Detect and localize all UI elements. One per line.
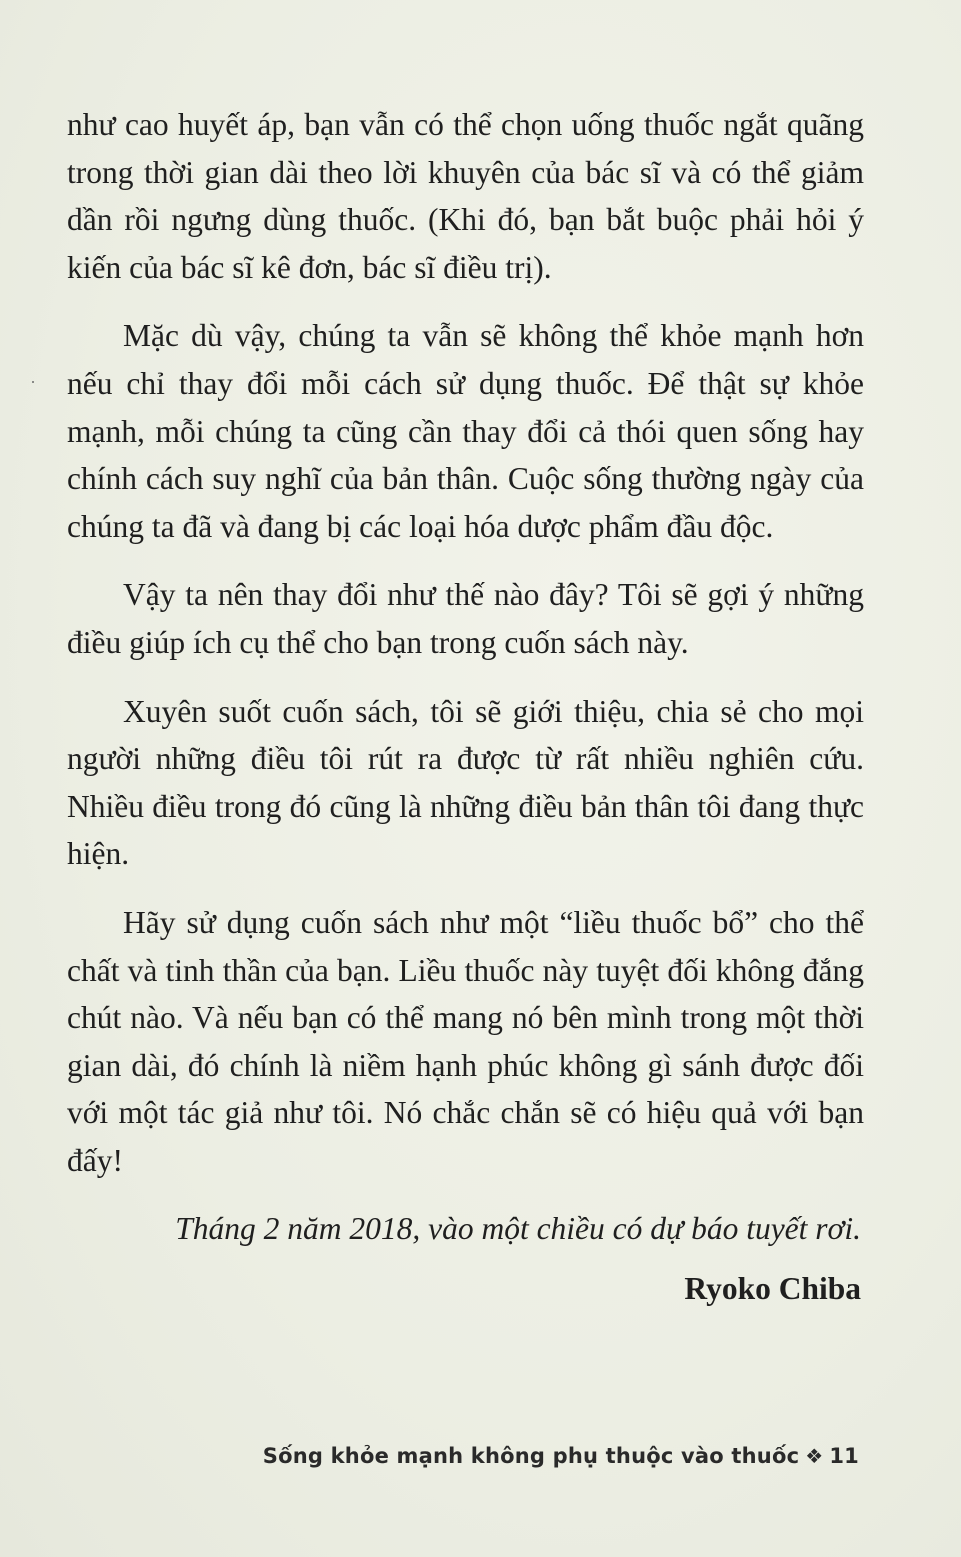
print-speck [32, 381, 34, 383]
ornament-icon: ❖ [805, 1444, 824, 1468]
page-body [67, 101, 864, 1313]
paragraph-5: Hãy sử dụng cuốn sách như một “liều thuốc bổ” cho thể chất và tinh thần của bạn. Liều thuốc này tuyệt đối không đắng chút nào. Và nếu bạn có thể mang nó bên mình trong một thời gian dài, đó chính là niềm hạnh phúc không gì sánh được đối với một tác giả như tôi. Nó chắc chắn sẽ có hiệu quả với bạn đấy! [67, 904, 864, 1178]
author-signature: Ryoko Chiba [684, 1271, 861, 1307]
paragraph-4: Xuyên suốt cuốn sách, tôi sẽ giới thiệu, chia sẻ cho mọi người những điều tôi rút ra được từ rất nhiều nghiên cứu. Nhiều điều trong đó cũng là những điều bản thân tôi đang thực hiện. [67, 693, 864, 872]
date-line: Tháng 2 năm 2018, vào một chiều có dự báo tuyết rơi. [175, 1211, 861, 1247]
page-footer [263, 1444, 859, 1468]
paragraph-3: Vậy ta nên thay đổi như thế nào đây? Tôi sẽ gợi ý những điều giúp ích cụ thể cho bạn trong cuốn sách này. [67, 577, 864, 660]
paragraph-1: như cao huyết áp, bạn vẫn có thể chọn uống thuốc ngắt quãng trong thời gian dài theo lời khuyên của bác sĩ và có thể giảm dần rồi ngưng dùng thuốc. (Khi đó, bạn bắt buộc phải hỏi ý kiến của bác sĩ kê đơn, bác sĩ điều trị). [67, 107, 864, 285]
paragraph-2: Mặc dù vậy, chúng ta vẫn sẽ không thể khỏe mạnh hơn nếu chỉ thay đổi mỗi cách sử dụng thuốc. Để thật sự khỏe mạnh, mỗi chúng ta cũng cần thay đổi cả thói quen sống hay chính cách suy nghĩ của bản thân. Cuộc sống thường ngày của chúng ta đã và đang bị các loại hóa dược phẩm đầu độc. [67, 318, 864, 544]
running-title: Sống khỏe mạnh không phụ thuộc vào thuốc [262, 1444, 800, 1468]
page-number: 11 [829, 1444, 859, 1468]
